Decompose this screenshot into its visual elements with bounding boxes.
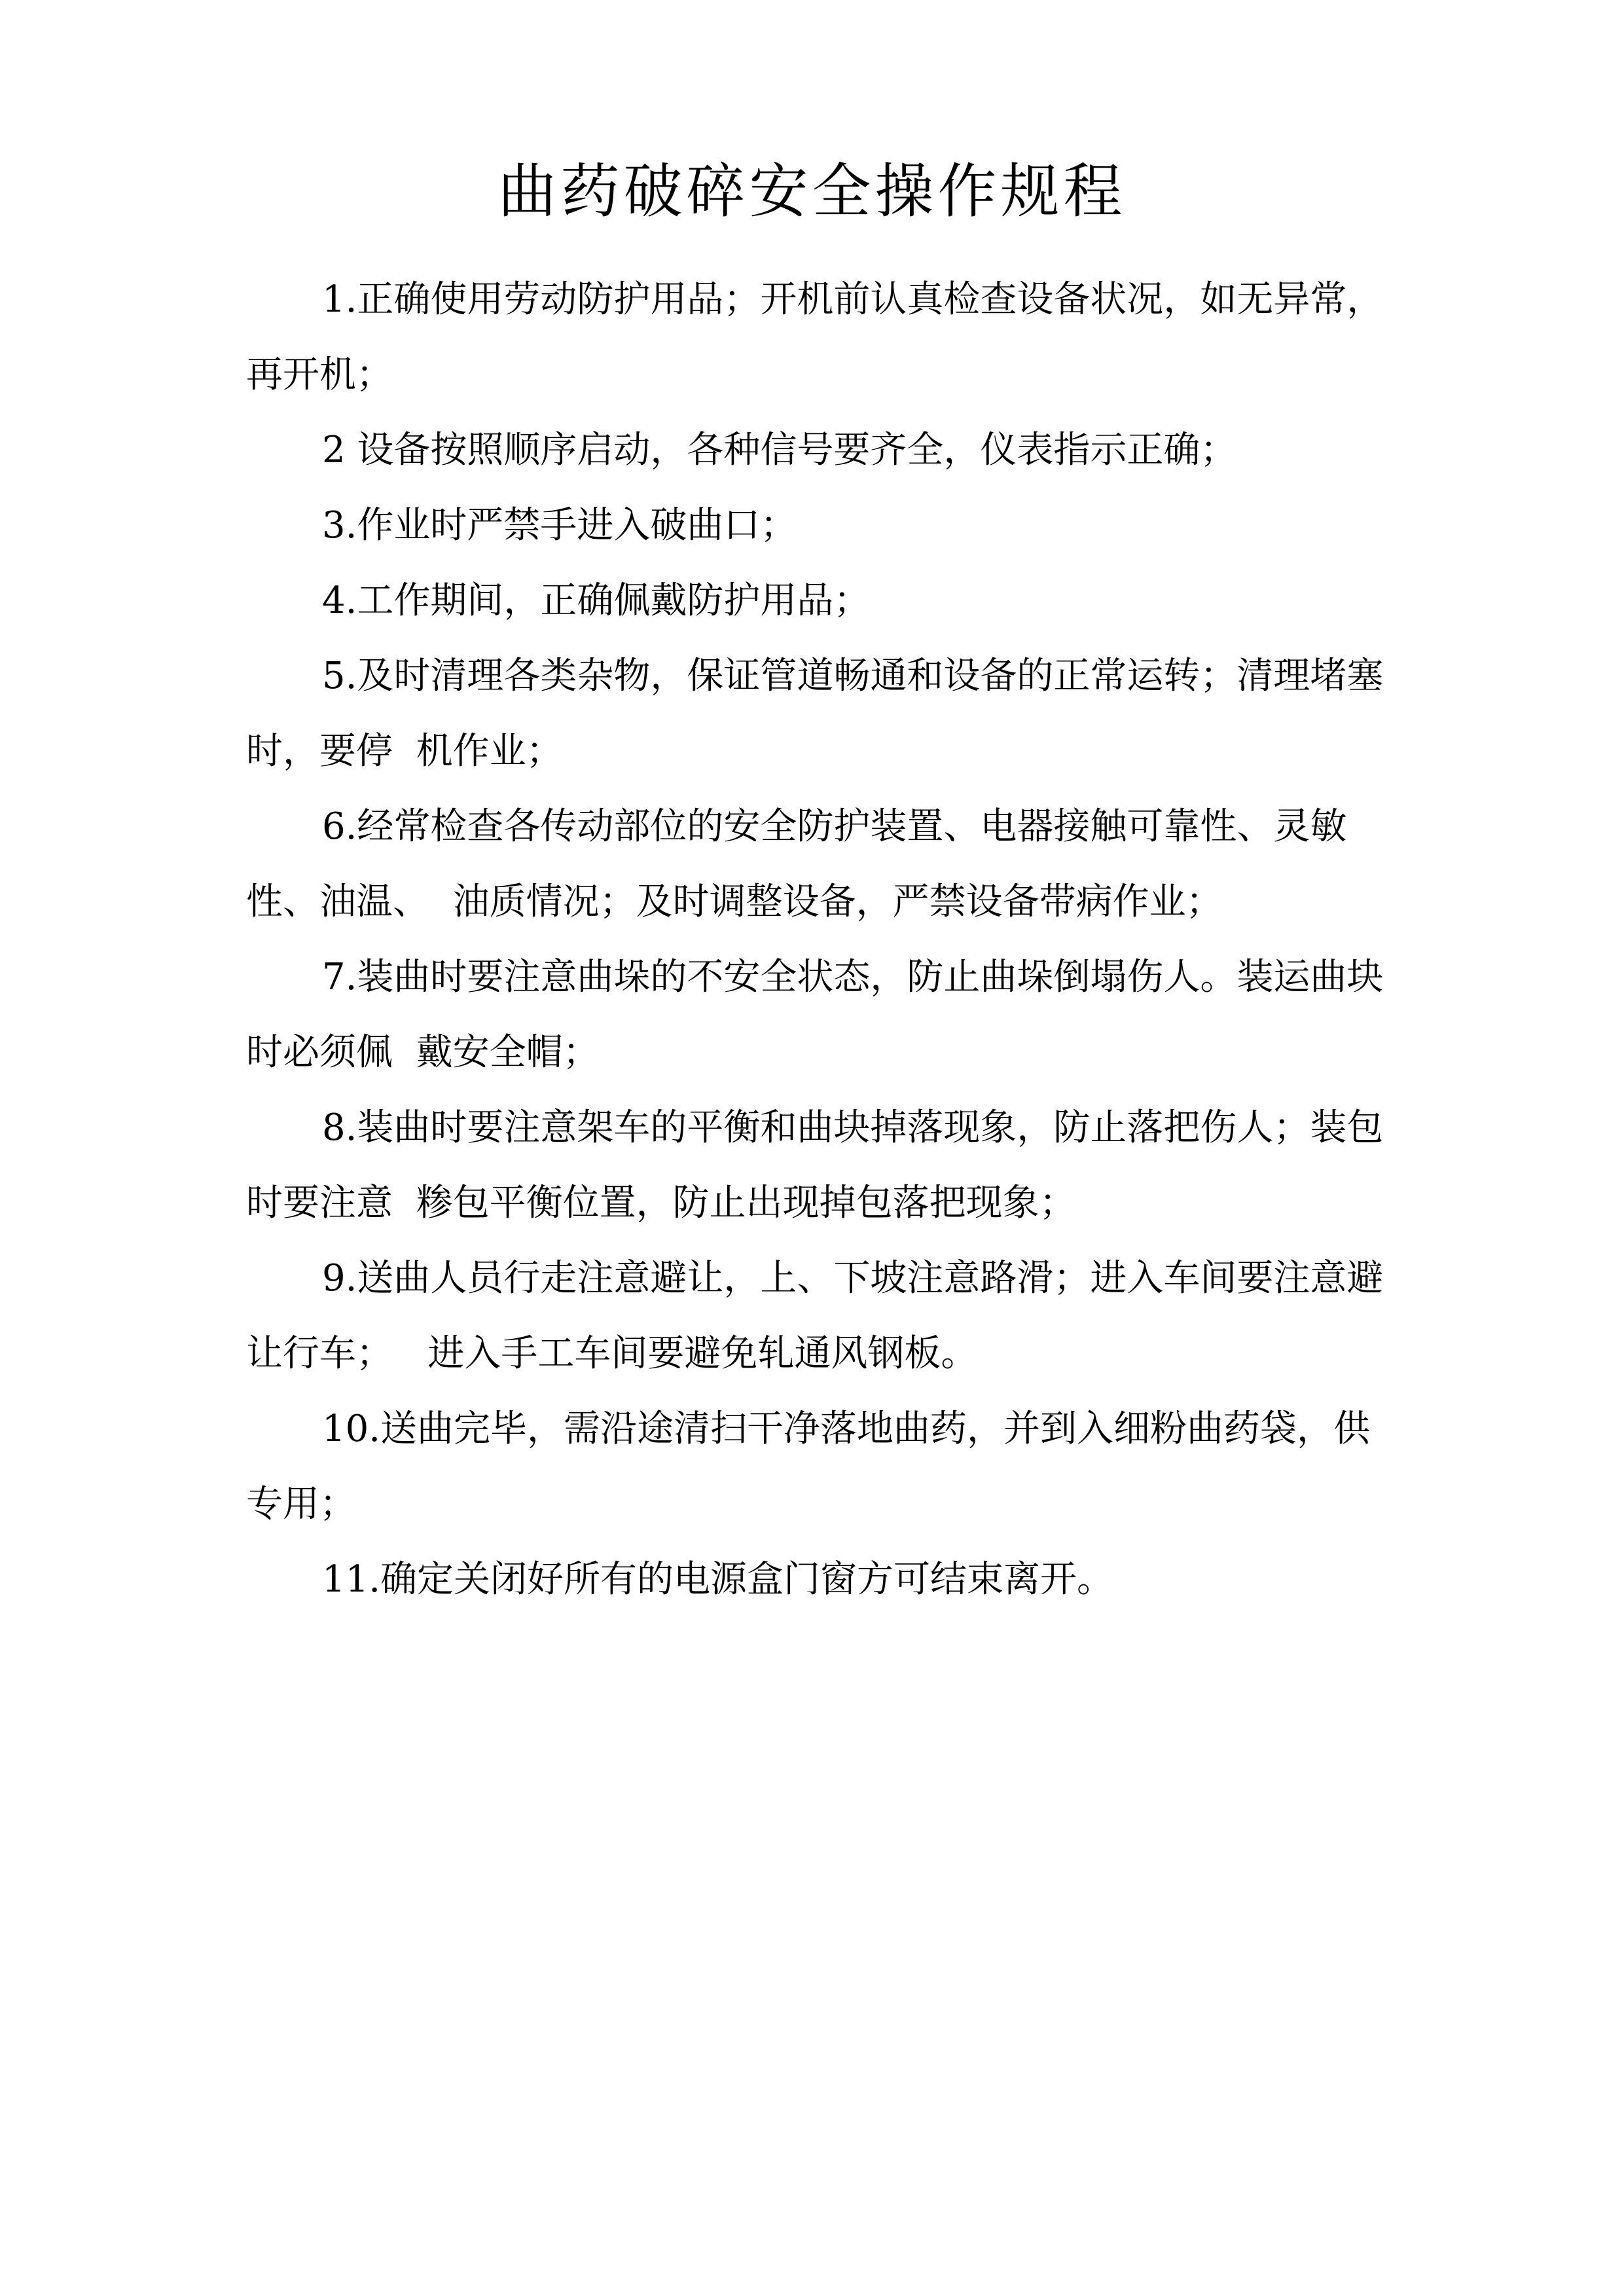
document-body — [246, 262, 1385, 1617]
rule-paragraph-9: 9.送曲人员行走注意避让，上、下坡注意路滑；进入车间要注意避让行车； 进入手工车间要避免轧通风钢板。 — [246, 1257, 1384, 1375]
rule-paragraph-11: 11.确定关闭好所有的电源盒门窗方可结束离开。 — [322, 1558, 1114, 1601]
rule-paragraph-10: 10.送曲完毕，需沿途清扫干净落地曲药，并到入细粉曲药袋，供专用； — [246, 1408, 1371, 1525]
rule-paragraph-7: 7.装曲时要注意曲垛的不安全状态，防止曲垛倒塌伤人。装运曲块时必须佩 戴安全帽； — [246, 956, 1384, 1074]
document-title: 曲药破碎安全操作规程 — [497, 157, 1127, 226]
rule-paragraph-1: 1.正确使用劳动防护用品；开机前认真检查设备状况，如无异常，再开机； — [246, 278, 1384, 396]
rule-paragraph-6: 6.经常检查各传动部位的安全防护装置、电器接触可靠性、灵敏性、油温、 油质情况；及时调整设备，严禁设备带病作业； — [246, 805, 1347, 923]
rule-paragraph-2: 2 设备按照顺序启动，各种信号要齐全，仪表指示正确； — [322, 429, 1237, 471]
rule-paragraph-3: 3.作业时严禁手进入破曲口； — [322, 504, 797, 547]
rule-paragraph-4: 4.工作期间，正确佩戴防护用品； — [322, 579, 871, 622]
rule-paragraph-8: 8.装曲时要注意架车的平衡和曲块掉落现象，防止落把伤人；装包时要注意 糁包平衡位置，防止出现掉包落把现象； — [246, 1106, 1384, 1224]
rule-paragraph-5: 5.及时清理各类杂物，保证管道畅通和设备的正常运转；清理堵塞时，要停 机作业； — [246, 655, 1384, 773]
